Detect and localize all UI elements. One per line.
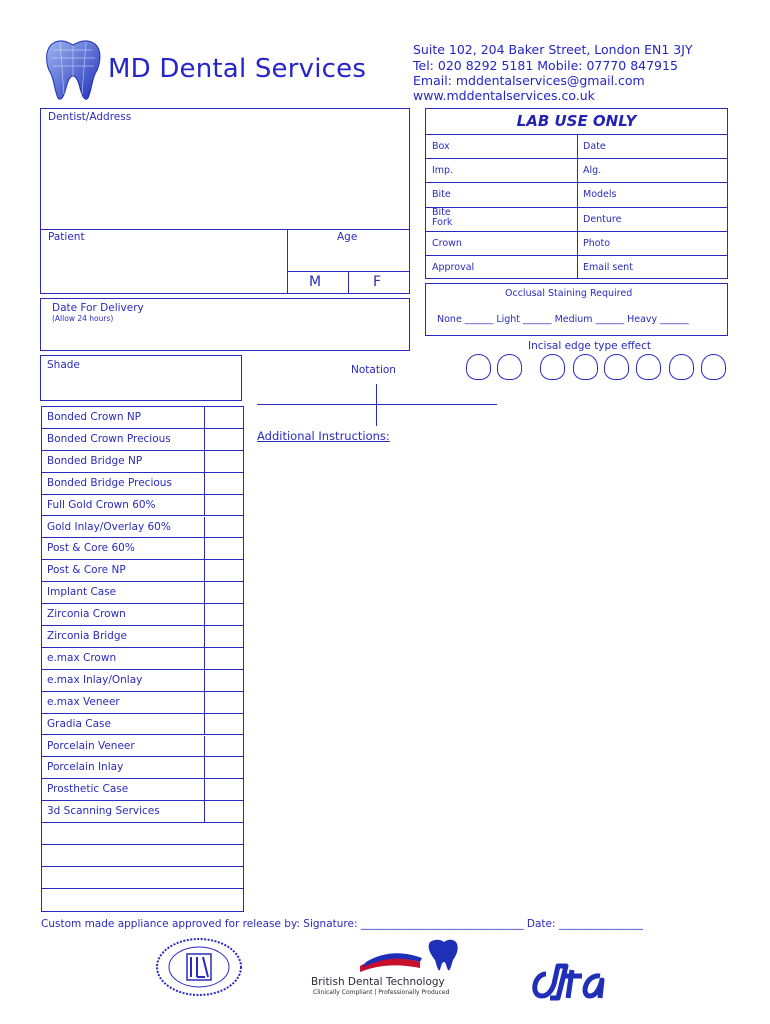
item-checkbox[interactable] (204, 538, 205, 560)
item-row[interactable] (42, 670, 243, 692)
item-checkbox[interactable] (204, 429, 205, 451)
lab-cell-bite-fork[interactable]: Bite Fork (432, 206, 453, 228)
item-row[interactable] (42, 889, 243, 911)
item-row[interactable] (42, 867, 243, 889)
item-checkbox[interactable] (204, 451, 205, 473)
item-row[interactable] (42, 582, 243, 604)
lab-cell-imp-[interactable]: Imp. (432, 165, 454, 177)
item-checkbox[interactable] (204, 582, 205, 604)
lab-use-table (425, 108, 728, 279)
dla-logo (155, 938, 243, 996)
address-text: Suite 102, 204 Baker Street, London EN1 3JY (413, 42, 693, 57)
bdt-logo-icon (360, 936, 460, 976)
incisal-title: Incisal edge type effect (528, 340, 652, 352)
incisal-option-3-icon[interactable] (540, 354, 565, 380)
dentist-address-label: Dentist/Address (48, 111, 132, 123)
item-checkbox[interactable] (204, 517, 205, 539)
item-checkbox[interactable] (204, 648, 205, 670)
incisal-option-2-icon[interactable] (497, 354, 522, 380)
item-checkbox[interactable] (204, 670, 205, 692)
additional-instructions-label: Additional Instructions: (257, 429, 390, 443)
item-row[interactable] (42, 429, 243, 451)
item-row[interactable] (42, 451, 243, 473)
item-checkbox[interactable] (204, 495, 205, 517)
item-checkbox[interactable] (204, 692, 205, 714)
delivery-label: Date For Delivery (52, 302, 144, 314)
age-label: Age (337, 231, 358, 243)
dentist-address-box[interactable] (40, 108, 410, 294)
delivery-note: (Allow 24 hours) (52, 314, 114, 323)
email-text: Email: mddentalservices@gmail.com (413, 73, 645, 88)
notation-horizontal-line (257, 404, 497, 405)
item-row[interactable] (42, 692, 243, 714)
item-row[interactable] (42, 757, 243, 779)
brand-name: MD Dental Services (108, 54, 367, 84)
item-row[interactable] (42, 845, 243, 867)
notation-vertical-line (376, 384, 377, 426)
item-label: Zirconia Crown (47, 608, 126, 621)
occlusal-options: None ______ Light ______ Medium ______ Heavy ______ (437, 314, 689, 325)
item-label: Bonded Crown NP (47, 411, 142, 423)
item-checkbox[interactable] (204, 604, 205, 626)
item-label: Bonded Bridge NP (47, 454, 143, 467)
item-row[interactable] (42, 473, 243, 495)
incisal-option-1-icon[interactable] (466, 354, 491, 380)
item-label: Implant Case (47, 586, 117, 599)
item-label: e.max Crown (47, 651, 117, 664)
tooth-logo-icon (40, 36, 106, 102)
item-row[interactable] (42, 714, 243, 736)
approval-line[interactable]: Custom made appliance approved for release by: Signature: _______________________________ Date: ________________ (41, 918, 643, 930)
item-row[interactable] (42, 801, 243, 823)
item-label: Gold Inlay/Overlay 60% (47, 520, 171, 533)
item-label: Gradia Case (47, 717, 111, 730)
lab-cell-models[interactable]: Models (583, 189, 617, 201)
incisal-option-8-icon[interactable] (701, 354, 726, 380)
shade-label: Shade (47, 359, 80, 371)
item-row[interactable] (42, 407, 243, 429)
item-checkbox[interactable] (204, 757, 205, 779)
website-text: www.mddentalservices.co.uk (413, 88, 595, 103)
item-checkbox[interactable] (204, 560, 205, 582)
lab-use-title: LAB USE ONLY (426, 109, 727, 135)
item-checkbox[interactable] (204, 736, 205, 758)
female-option[interactable]: F (373, 274, 382, 290)
item-checkbox[interactable] (204, 407, 205, 429)
incisal-option-7-icon[interactable] (669, 354, 694, 380)
lab-column-divider (577, 134, 578, 278)
item-label: Zirconia Bridge (47, 630, 127, 642)
phone-text: Tel: 020 8292 5181 Mobile: 07770 847915 (413, 58, 678, 73)
item-checkbox[interactable] (204, 626, 205, 648)
male-option[interactable]: M (309, 274, 322, 290)
items-table (41, 406, 244, 912)
lab-cell-box[interactable]: Box (432, 141, 450, 152)
lab-cell-crown[interactable]: Crown (432, 237, 462, 249)
notation-label: Notation (351, 364, 396, 376)
item-row[interactable] (42, 736, 243, 758)
lab-cell-alg-[interactable]: Alg. (583, 165, 602, 177)
lab-cell-date[interactable]: Date (583, 141, 606, 152)
item-label: Bonded Bridge Precious (47, 476, 172, 489)
bdt-tagline: Clinically Compliant | Professionally Produced (313, 989, 450, 996)
item-checkbox[interactable] (204, 714, 205, 736)
incisal-option-6-icon[interactable] (636, 354, 661, 380)
item-row[interactable] (42, 604, 243, 626)
item-row[interactable] (42, 560, 243, 582)
item-label: e.max Veneer (47, 695, 120, 708)
item-row[interactable] (42, 495, 243, 517)
item-row[interactable] (42, 823, 243, 845)
item-row[interactable] (42, 517, 243, 539)
item-checkbox[interactable] (204, 779, 205, 801)
item-label: Porcelain Inlay (47, 761, 124, 774)
item-row[interactable] (42, 538, 243, 560)
item-label: e.max Inlay/Onlay (47, 673, 143, 686)
item-label: Post & Core NP (47, 564, 126, 577)
lab-cell-bite[interactable]: Bite (432, 189, 451, 201)
lab-cell-photo[interactable]: Photo (583, 237, 611, 249)
lab-cell-approval[interactable]: Approval (432, 262, 475, 273)
item-row[interactable] (42, 626, 243, 648)
item-label: 3d Scanning Services (47, 805, 160, 818)
item-row[interactable] (42, 779, 243, 801)
incisal-option-4-icon[interactable] (573, 354, 598, 380)
patient-label: Patient (48, 231, 85, 243)
dta-logo (528, 962, 612, 1002)
incisal-option-5-icon[interactable] (604, 354, 629, 380)
lab-cell-email-sent[interactable]: Email sent (583, 262, 633, 273)
lab-cell-denture[interactable]: Denture (583, 213, 622, 225)
occlusal-title: Occlusal Staining Required (505, 288, 633, 299)
item-label: Full Gold Crown 60% (47, 498, 156, 511)
item-label: Bonded Crown Precious (47, 432, 171, 445)
bdt-name: British Dental Technology (311, 976, 445, 988)
item-label: Post & Core 60% (47, 542, 135, 555)
item-checkbox[interactable] (204, 473, 205, 495)
item-label: Porcelain Veneer (47, 739, 135, 752)
item-row[interactable] (42, 648, 243, 670)
item-label: Prosthetic Case (47, 783, 129, 796)
item-checkbox[interactable] (204, 801, 205, 823)
